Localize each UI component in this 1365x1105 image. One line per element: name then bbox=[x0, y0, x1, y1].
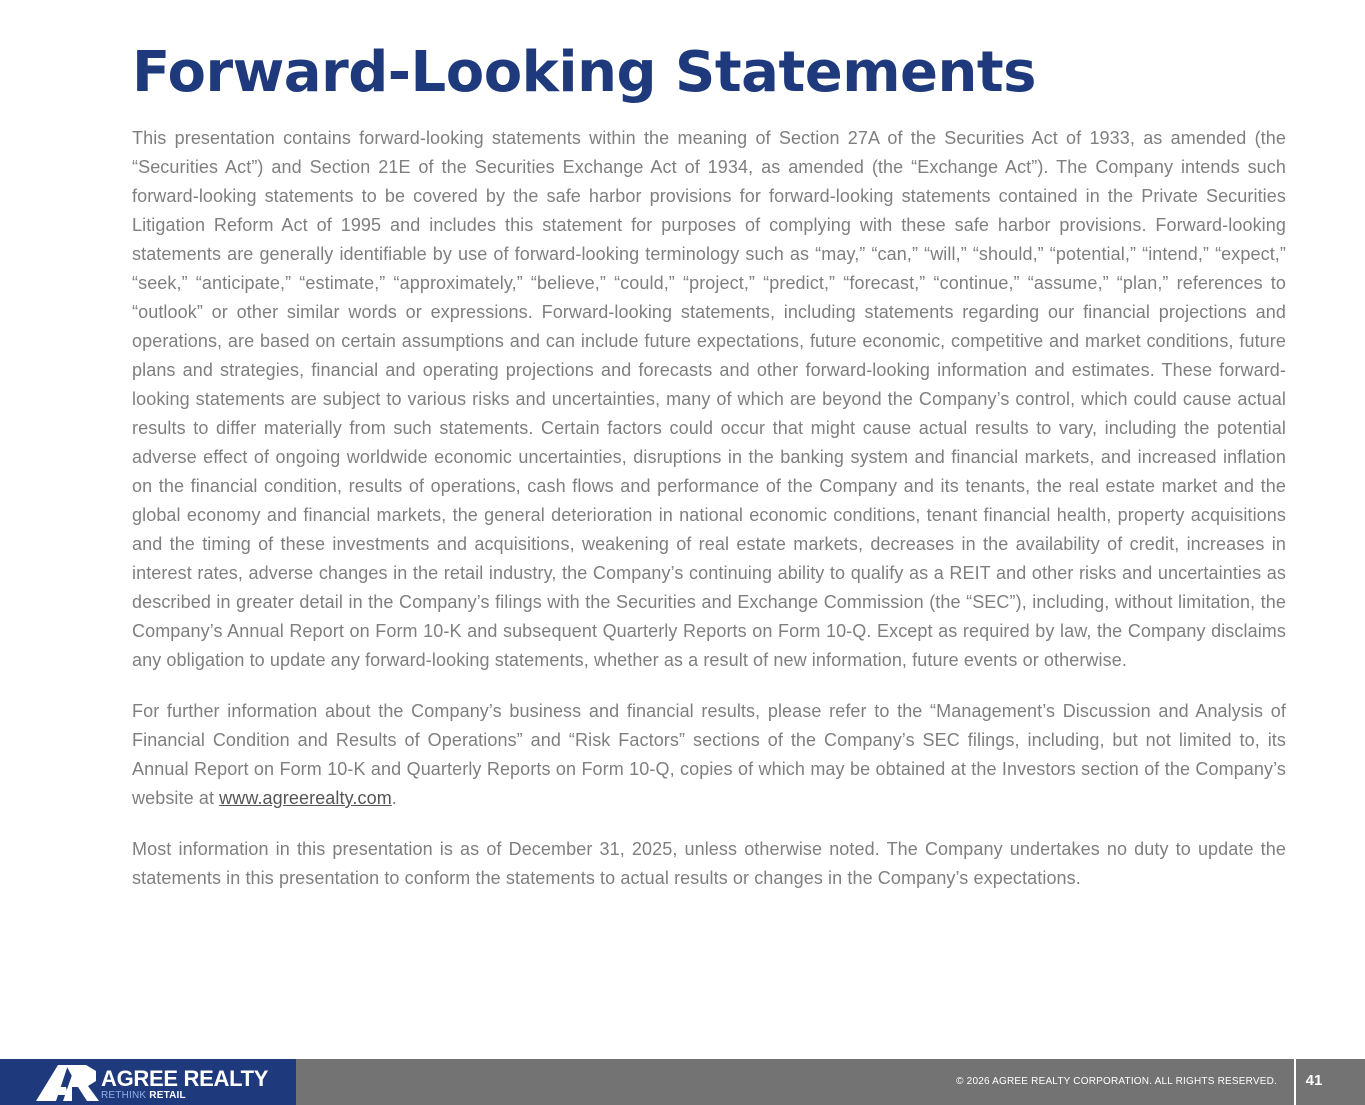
further-information-end: . bbox=[391, 788, 397, 808]
logo-tagline bbox=[101, 1090, 186, 1102]
page-title: Forward-Looking Statements bbox=[132, 40, 1036, 105]
tagline-retail: RETAIL bbox=[149, 1090, 186, 1101]
tagline-think: THINK bbox=[115, 1090, 147, 1101]
forward-looking-paragraph: This presentation contains forward-looking statements within the meaning of Section 27A of the Securities Act of 1933, as amended (the “Securities Act”) and Section 21E of the Securities Exchange Act of 1934, as amended (the “Exchange Act”). The Company intends such forward-looking statements to be covered by the safe harbor provisions for forward-looking statements contained in the Private Securities Litigation Reform Act of 1995 and includes this statement for purposes of complying with these safe harbor provisions. Forward-looking statements are generally identifiable by use of forward-looking terminology such as “may,” “can,” “will,” “should,” “potential,” “intend,” “expect,” “seek,” “anticipate,” “estimate,” “approximately,” “believe,” “could,” “project,” “predict,” “forecast,” “continue,” “assume,” “plan,” references to “outlook” or other similar words or expressions. Forward-looking statements, including statements regarding our financial projections and operations, are based on certain assumptions and can include future expectations, future economic, competitive and market conditions, future plans and strategies, financial and operating projections and forecasts and other forward-looking information and estimates. These forward-looking statements are subject to various risks and uncertainties, many of which are beyond the Company’s control, which could cause actual results to differ materially from such statements. Certain factors could occur that might cause actual results to vary, including the potential adverse effect of ongoing worldwide economic uncertainties, disruptions in the banking system and financial markets, and increased inflation on the financial condition, results of operations, cash flows and performance of the Company and its tenants, the real estate market and the global economy and financial markets, the general deterioration in national economic conditions, tenant financial health, property acquisitions and the timing of these investments and acquisitions, weakening of real estate markets, decreases in the availability of credit, increases in interest rates, adverse changes in the retail industry, the Company’s continuing ability to qualify as a REIT and other risks and uncertainties as described in greater detail in the Company’s filings with the Securities and Exchange Commission (the “SEC”), including, without limitation, the Company’s Annual Report on Form 10-K and subsequent Quarterly Reports on Form 10-Q. Except as required by law, the Company disclaims any obligation to update any forward-looking statements, whether as a result of new information, future events or otherwise. bbox=[132, 128, 1286, 670]
website-link[interactable]: www.agreerealty.com bbox=[219, 788, 392, 808]
company-logo bbox=[0, 1059, 296, 1105]
page-number: 41 bbox=[1305, 1072, 1323, 1089]
footer-bar bbox=[0, 1059, 1365, 1105]
tagline-re: RE bbox=[101, 1090, 116, 1101]
as-of-date-paragraph: Most information in this presentation is as of December 31, 2025, unless otherwise noted. The Company undertakes no duty to update the statements in this presentation to conform the statements to actual results or changes in the Company’s expectations. bbox=[132, 839, 1286, 888]
further-information-paragraph bbox=[132, 697, 1286, 813]
further-information-text: For further information about the Company’s business and financial results, please refer to the “Management’s Discussion and Analysis of Financial Condition and Results of Operations” and “Risk Factors” sections of the Company’s SEC filings, including, but not limited to, its Annual Report on Form 10-K and Quarterly Reports on Form 10-Q, copies of which may be obtained at the Investors section of the Company’s website at bbox=[132, 701, 1286, 808]
disclaimer-body bbox=[132, 124, 1286, 915]
copyright-notice: © 2026 AGREE REALTY CORPORATION. ALL RIGHTS RESERVED. bbox=[956, 1076, 1277, 1087]
agree-realty-logo-icon bbox=[36, 1065, 100, 1101]
logo-company-name: AGREE REALTY bbox=[101, 1066, 269, 1091]
